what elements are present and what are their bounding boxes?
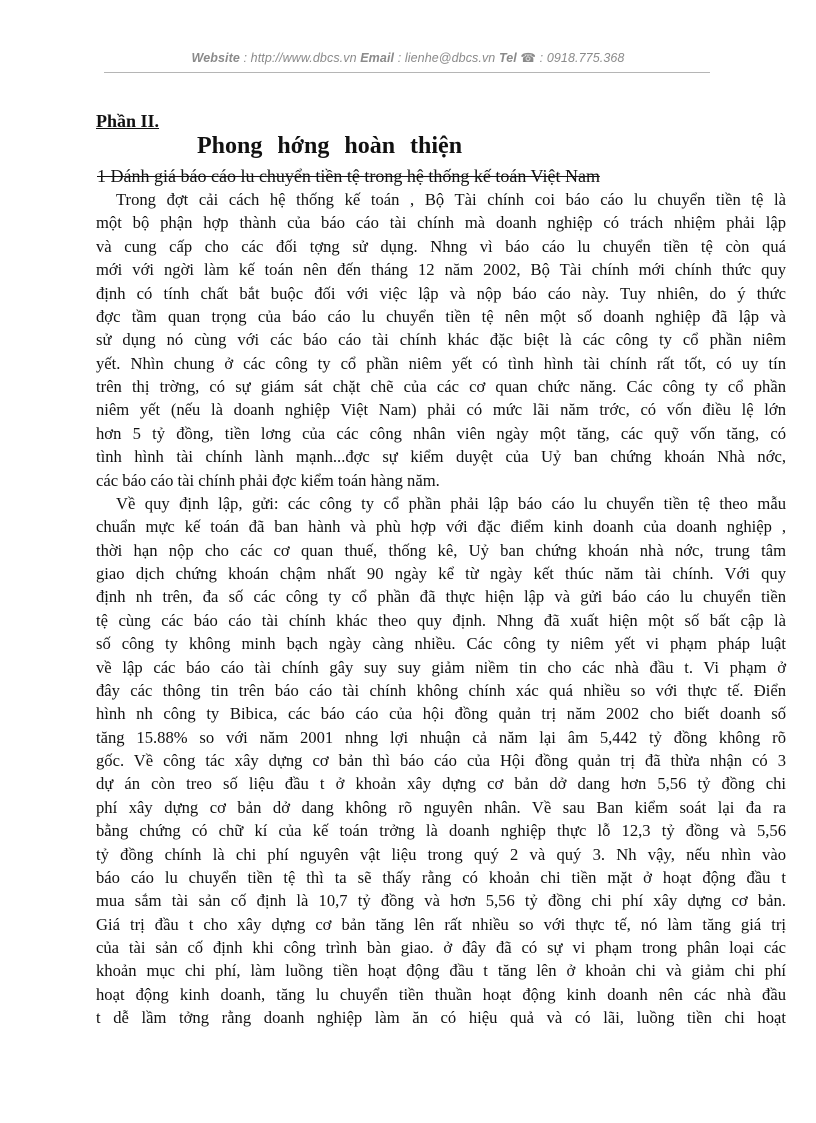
text-line: tình hình tài chính lành mạnh...đợc sự kiểm duyệt của Uỷ ban chứng khoán Nhà nớc, <box>96 447 786 467</box>
text-line: thời hạn nộp cho các cơ quan thuế, thống kê, Uỷ ban chứng khoán nhà nớc, trung tâm <box>96 540 786 560</box>
text-line: giao dịch chứng khoán chậm nhất 90 ngày kể từ ngày kết thúc năm tài chính. Với quy <box>96 564 786 583</box>
text-line: về lập các báo cáo tài chính gây suy suy giảm niềm tin cho các nhà đầu t. Vi phạm ở <box>96 657 786 677</box>
text-line: tăng 15.88% so với năm 2001 nhng lợi nhuận cả năm lại âm 5,442 tỷ đồng không rõ <box>96 727 786 747</box>
email-value: : lienhe@dbcs.vn <box>397 51 496 65</box>
text-line: Giá trị đầu t cho xây dựng cơ bản tăng lên rất nhiều so với thực tế, nó làm tăng giá trị <box>96 914 786 934</box>
text-line: Về quy định lập, gửi: các công ty cổ phần phải lập báo cáo lu chuyển tiền tệ theo mẫu <box>116 493 786 513</box>
text-line: trên thị trờng, có sự giám sát chặt chẽ của các cơ quan chức năng. Các công ty cổ phần <box>96 377 786 396</box>
text-line: đây các thông tin trên báo cáo tài chính không chính xác quá nhiều so với thực tế. Điển <box>96 680 786 700</box>
text-line: t dễ lầm tởng rằng doanh nghiệp làm ăn có hiệu quả và có lãi, luồng tiền chi hoạt <box>96 1008 786 1028</box>
page-header <box>0 50 816 65</box>
text-line: và cung cấp cho các đối tợng sử dụng. Nhng vì báo cáo lu chuyển tiền tệ còn quá <box>96 236 786 256</box>
text-line: hoạt động kinh doanh, tăng lu chuyển tiền thuần hoạt động kinh doanh nên các nhà đầu <box>96 984 786 1004</box>
tel-label: Tel ☎ <box>498 51 537 65</box>
text-line: Trong đợt cải cách hệ thống kế toán , Bộ Tài chính coi báo cáo lu chuyển tiền tệ là <box>116 190 786 209</box>
page-title: Phong hớng hoàn thiện <box>197 133 463 159</box>
text-line: mới với ngời làm kế toán nên đến tháng 12 năm 2002, Bộ Tài chính mới chính thức quy <box>96 260 786 280</box>
text-line: đợc tầm quan trọng của báo cáo lu chuyển tiền tệ nên một số doanh nghiệp đã lập và <box>96 306 786 326</box>
text-line: của tài sản cố định khi công trình bàn giao. ở đây đã có sự vi phạm trong phân loại các <box>96 938 786 957</box>
body-text <box>96 188 796 1030</box>
website-value: : http://www.dbcs.vn <box>243 51 357 65</box>
text-line: định có tính chất bắt buộc đối với việc lập và nộp báo cáo này. Tuy nhiên, do ý thức <box>96 283 786 303</box>
text-line: hình nh công ty Bibica, các báo cáo của hội đồng quản trị năm 2002 cho biết doanh số <box>96 704 786 724</box>
email-label: Email <box>360 51 395 65</box>
text-line: định nh trên, đa số các công ty cổ phần đã thực hiện lập và gửi báo cáo lu chuyển tiền <box>96 587 786 607</box>
section-heading: 1 Đánh giá báo cáo lu chuyển tiền tệ trong hệ thống kế toán Việt Nam <box>97 166 600 186</box>
text-line: các báo cáo tài chính phải đợc kiểm toán hàng năm. <box>96 470 440 490</box>
header-divider <box>104 72 710 73</box>
text-line: mua sắm tài sản cố định là 10,7 tỷ đồng và hơn 5,56 tỷ đồng chi phí xây dựng cơ bản. <box>96 891 786 911</box>
text-line: gốc. Về công tác xây dựng cơ bản thì báo cáo của Hội đồng quản trị đã thừa nhận có 3 <box>96 751 786 770</box>
text-line: dự án còn treo số liệu đầu t ở khoản xây dựng cơ bản dở dang hơn 5,56 tỷ đồng chi <box>96 774 786 794</box>
tel-value: : 0918.775.368 <box>539 51 625 65</box>
text-line: số công ty không minh bạch ngày càng nhiều. Các công ty niêm yết vi phạm pháp luật <box>96 634 786 654</box>
text-line: tệ cùng các báo cáo tài chính khác theo quy định. Nhng đã xuất hiện một số bất cập là <box>96 610 786 630</box>
part-heading: Phần II. <box>96 111 160 131</box>
text-line: sử dụng nó cùng với các báo cáo tài chính khác đặc biệt là các công ty cổ phần niêm <box>96 330 786 350</box>
text-line: báo cáo lu chuyển tiền tệ thì ta sẽ thấy rằng có khoản chi tiền mặt ở hoạt động đầu t <box>96 867 786 887</box>
text-line: một bộ phận hợp thành của báo cáo tài chính mà doanh nghiệp có trách nhiệm phải lập <box>96 213 786 233</box>
website-label: Website <box>191 51 240 65</box>
text-line: bằng chứng có chữ kí của kế toán trởng là doanh nghiệp thực lỗ 12,3 tỷ đồng và 5,56 <box>96 821 786 841</box>
text-line: hơn 5 tỷ đồng, tiền lơng của các công nhân viên ngày một tăng, các quỹ vốn tăng, có <box>96 423 786 443</box>
text-line: phí xây dựng cơ bản dở dang không rõ nguyên nhân. Về sau Ban kiểm soát lại đa ra <box>96 797 786 817</box>
text-line: yết. Nhìn chung ở các công ty cổ phần niêm yết có tình hình tài chính rất tốt, có uy tín <box>96 353 786 373</box>
text-line: tỷ đồng chính là chi phí nguyên vật liệu trong quý 2 và quý 3. Nh vậy, nếu nhìn vào <box>96 844 786 864</box>
text-line: niêm yết (nếu là doanh nghiệp Việt Nam) phải có mức lãi năm trớc, có vốn điều lệ lớn <box>96 400 786 420</box>
text-line: khoản mục chi phí, làm luồng tiền hoạt động đầu t tăng lên ở khoản chi và giảm chi phí <box>96 961 786 981</box>
text-line: chuẩn mực kế toán đã ban hành và phù hợp với đặc điểm kinh doanh của doanh nghiệp , <box>96 517 786 537</box>
